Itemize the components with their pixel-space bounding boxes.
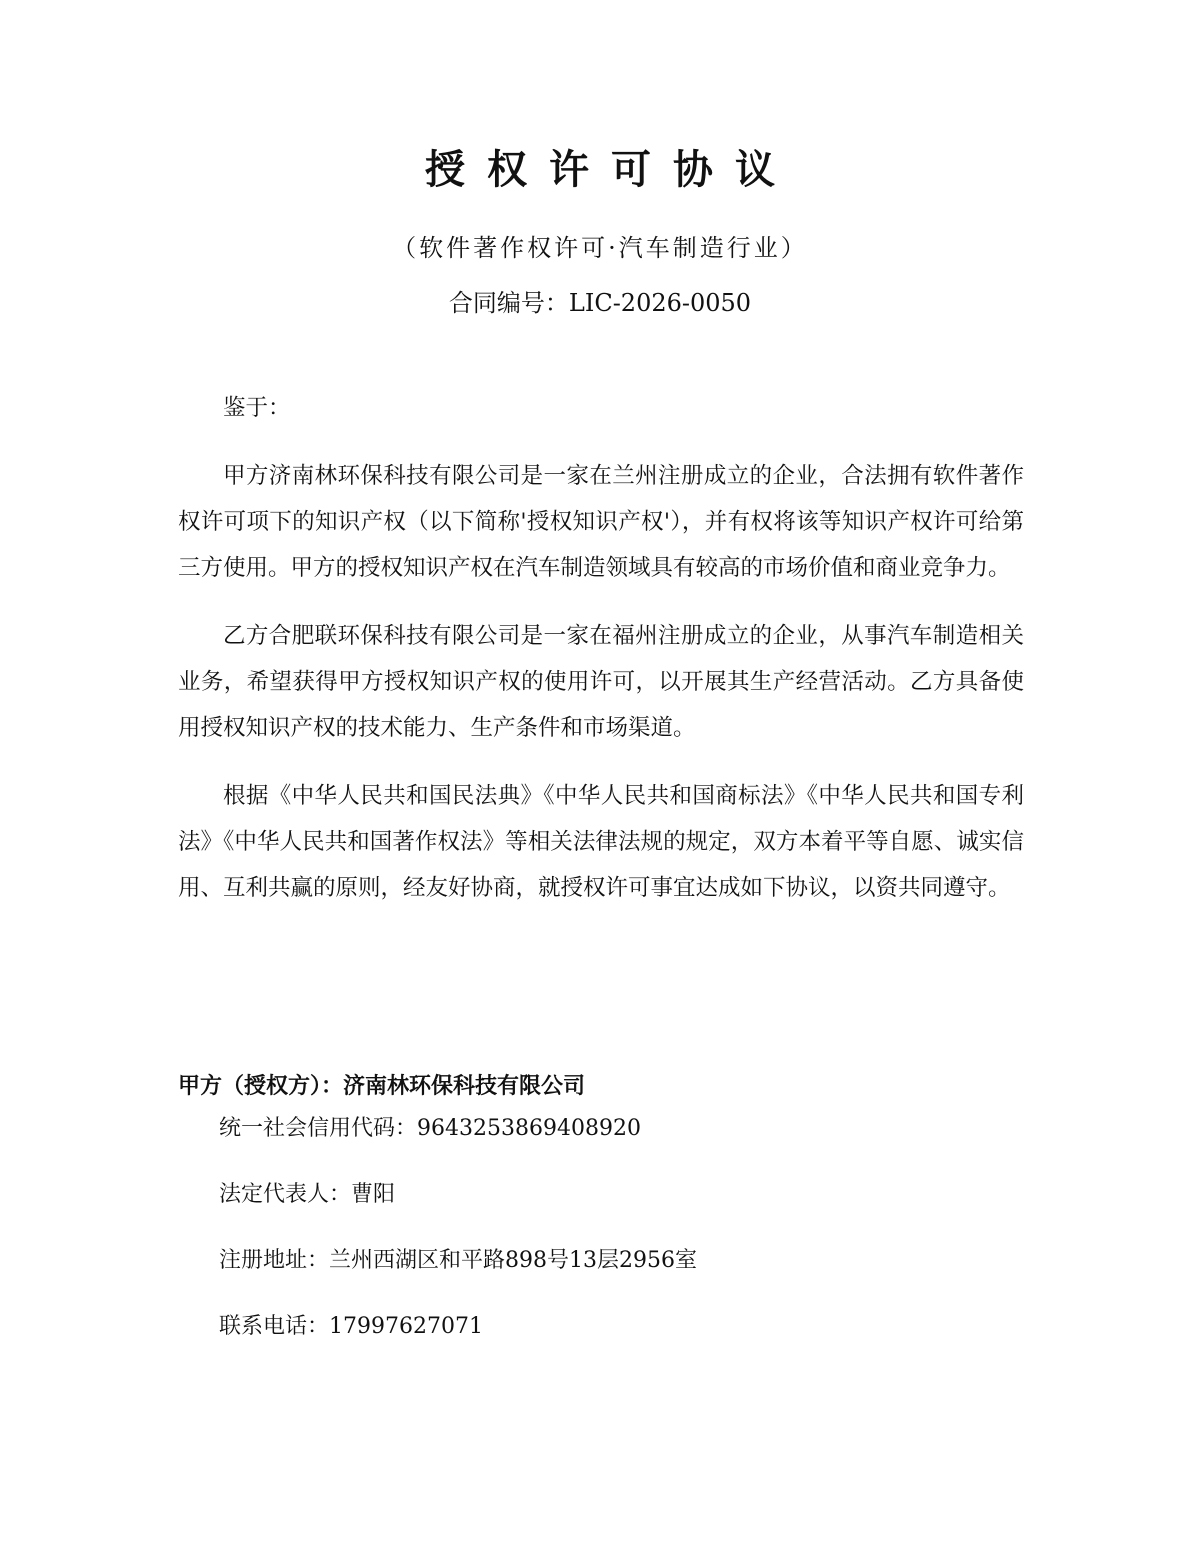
- paragraph-party-b-intro: 乙方合肥联环保科技有限公司是一家在福州注册成立的企业，从事汽车制造相关业务，希望获得甲方授权知识产权的使用许可，以开展其生产经营活动。乙方具备使用授权知识产权的技术能力、生产条件和市场渠道。: [178, 623, 1024, 741]
- contract-number: 合同编号：LIC-2026-0050: [448, 289, 752, 317]
- party-a-section: [178, 1065, 1024, 1347]
- paragraph-legal-basis: 根据《中华人民共和国民法典》《中华人民共和国商标法》《中华人民共和国专利法》《中华人民共和国著作权法》等相关法律法规的规定，双方本着平等自愿、诚实信用、互利共赢的原则，经友好协商，就授权许可事宜达成如下协议，以资共同遵守。: [178, 783, 1024, 901]
- preamble-section: [178, 385, 1024, 911]
- party-a-phone: 联系电话：17997627071: [219, 1314, 483, 1339]
- party-a-heading: 甲方（授权方）：济南林环保科技有限公司: [178, 1074, 586, 1099]
- party-a-legal-representative: 法定代表人：曹阳: [219, 1182, 396, 1207]
- party-a-address: 注册地址：兰州西湖区和平路898号13层2956室: [219, 1248, 697, 1273]
- document-subtitle: （软件著作权许可·汽车制造行业）: [392, 234, 808, 262]
- whereas-label: 鉴于：: [223, 395, 291, 421]
- document-title: 授权许可协议: [425, 147, 797, 193]
- paragraph-party-a-intro: 甲方济南林环保科技有限公司是一家在兰州注册成立的企业，合法拥有软件著作权许可项下的知识产权（以下简称'授权知识产权'），并有权将该等知识产权许可给第三方使用。甲方的授权知识产权在汽车制造领域具有较高的市场价值和商业竞争力。: [178, 463, 1024, 581]
- party-a-credit-code: 统一社会信用代码：9643253869408920: [219, 1116, 641, 1141]
